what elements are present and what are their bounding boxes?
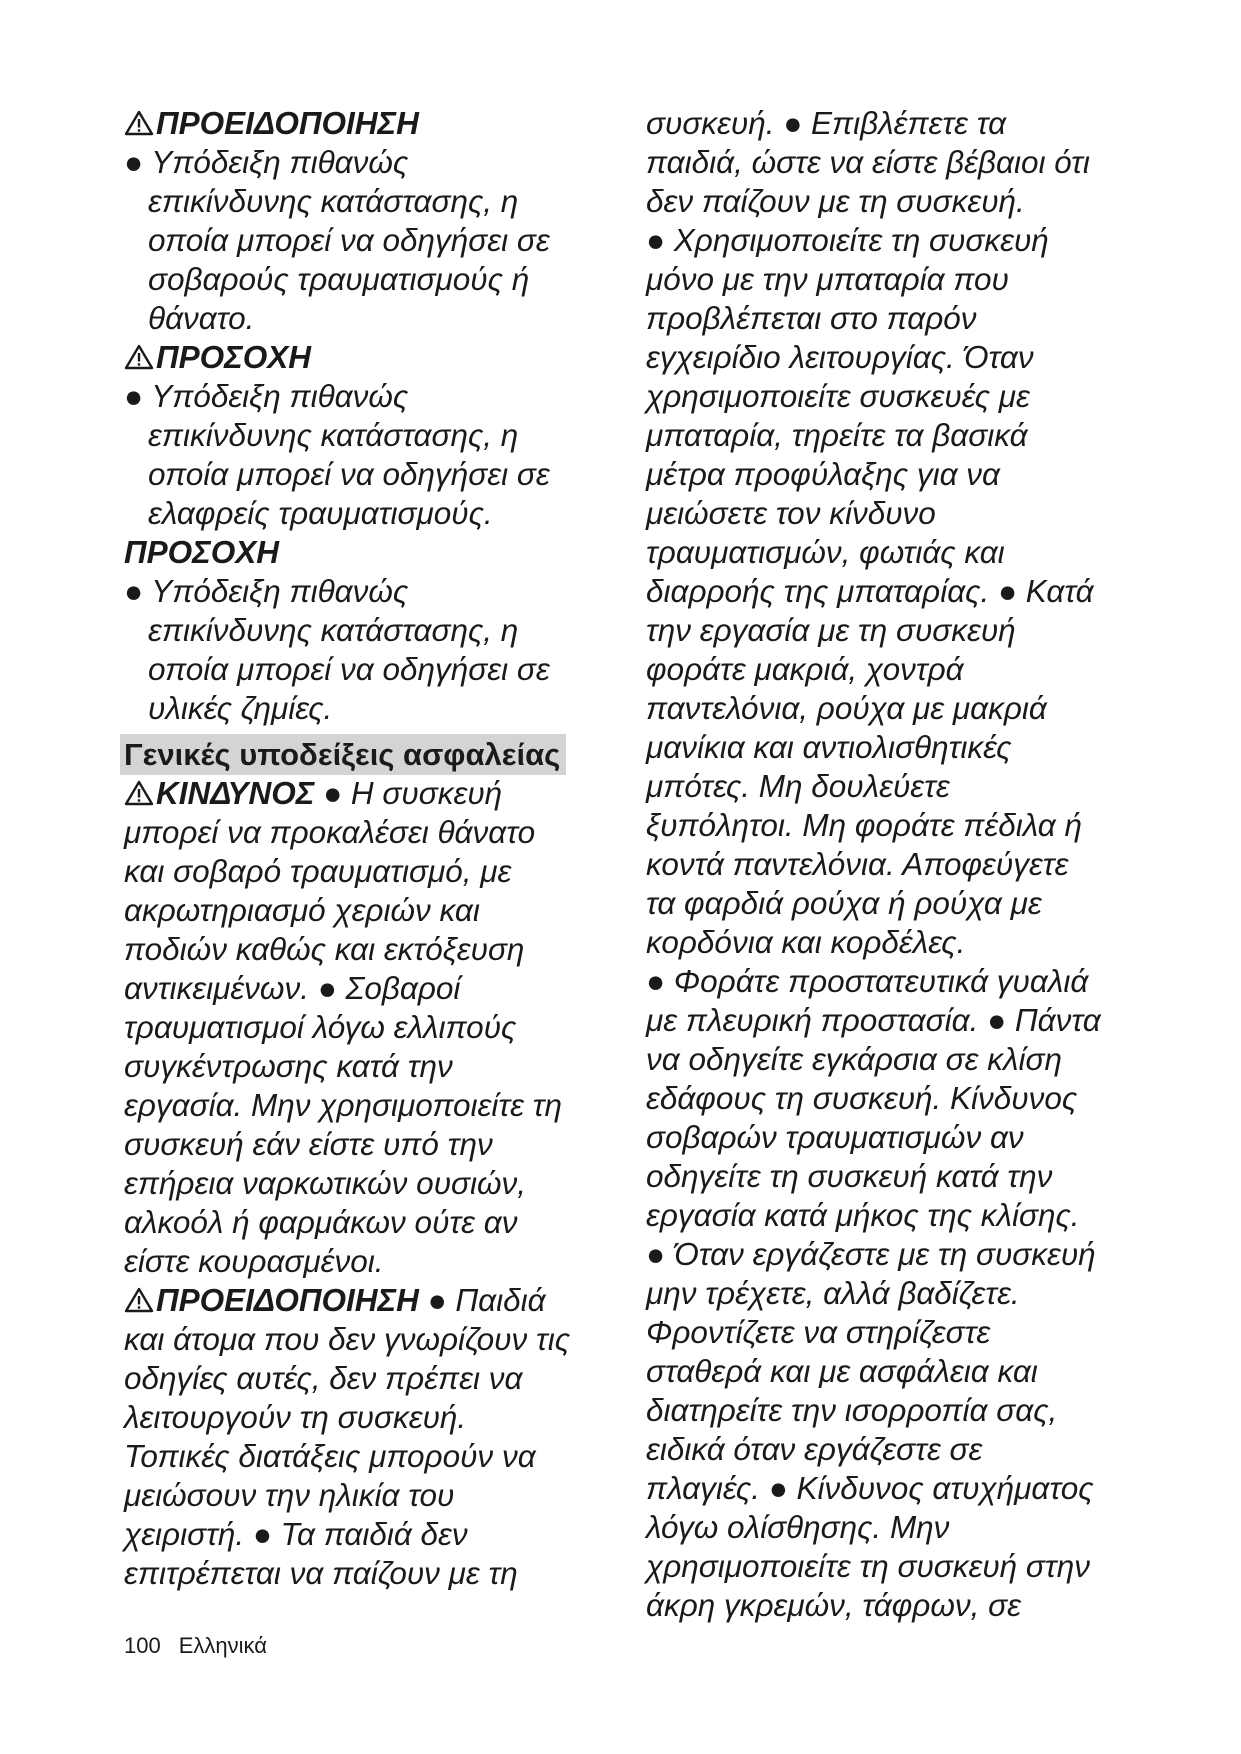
- body2-line: και άτομα που δεν γνωρίζουν τις: [124, 1321, 571, 1357]
- warning-text-4: σοβαρούς τραυματισμούς ή: [148, 261, 530, 297]
- body1-line: συσκευή εάν είστε υπό την: [124, 1126, 493, 1162]
- notice-text-1: ● Υπόδειξη πιθανώς: [124, 573, 409, 609]
- body1-line: και σοβαρό τραυματισμό, με: [124, 853, 512, 889]
- body2-line: μειώσουν την ηλικία του: [124, 1477, 455, 1513]
- right-line: ● Φοράτε προστατευτικά γυαλιά: [646, 963, 1089, 999]
- footer-language: Ελληνικά: [178, 1633, 267, 1658]
- caution-heading: ΠΡΟΣΟΧΗ: [124, 338, 609, 377]
- right-line: κορδόνια και κορδέλες.: [646, 924, 966, 960]
- body1-line: ποδιών καθώς και εκτόξευση: [124, 931, 525, 967]
- body1-line: μπορεί να προκαλέσει θάνατο: [124, 814, 536, 850]
- right-line: προβλέπεται στο παρόν: [646, 300, 977, 336]
- section-heading: Γενικές υποδείξεις ασφαλείας: [120, 734, 566, 775]
- right-line: οδηγείτε τη συσκευή κατά την: [646, 1158, 1053, 1194]
- warning-triangle-icon: [124, 780, 154, 806]
- right-line: ● Χρησιμοποιείτε τη συσκευή: [646, 222, 1049, 258]
- right-line: δεν παίζουν με τη συσκευή.: [646, 183, 1025, 219]
- right-line: μειώσετε τον κίνδυνο: [646, 495, 936, 531]
- caution-text-1: ● Υπόδειξη πιθανώς: [124, 378, 409, 414]
- right-line: συσκευή. ● Επιβλέπετε τα: [646, 105, 1007, 141]
- right-line: κοντά παντελόνια. Αποφεύγετε: [646, 846, 1069, 882]
- page-footer: [124, 1633, 267, 1659]
- right-line: τα φαρδιά ρούχα ή ρούχα με: [646, 885, 1042, 921]
- right-line: παντελόνια, ρούχα με μακριά: [646, 690, 1047, 726]
- right-line: τραυματισμών, φωτιάς και: [646, 534, 1005, 570]
- warning-text-1: ● Υπόδειξη πιθανώς: [124, 144, 409, 180]
- danger-label: ΚΙΝΔΥΝΟΣ: [156, 775, 315, 811]
- notice-text-3: οποία μπορεί να οδηγήσει σε: [148, 651, 550, 687]
- warning-triangle-icon: [124, 1287, 154, 1313]
- warning2-label: ΠΡΟΕΙΔΟΠΟΙΗΣΗ: [156, 1282, 419, 1318]
- body1-line: ακρωτηριασμό χεριών και: [124, 892, 480, 928]
- body2-line: χειριστή. ● Τα παιδιά δεν: [124, 1516, 468, 1552]
- body1-line: επήρεια ναρκωτικών ουσιών,: [124, 1165, 527, 1201]
- caution-text-4: ελαφρείς τραυματισμούς.: [148, 495, 493, 531]
- right-line: εδάφους τη συσκευή. Κίνδυνος: [646, 1080, 1078, 1116]
- right-line: διαρροής της μπαταρίας. ● Κατά: [646, 573, 1094, 609]
- right-line: εγχειρίδιο λειτουργίας. Όταν: [646, 339, 1034, 375]
- right-line: μόνο με την μπαταρία που: [646, 261, 1009, 297]
- body1-line: εργασία. Μην χρησιμοποιείτε τη: [124, 1087, 563, 1123]
- body2-line: οδηγίες αυτές, δεν πρέπει να: [124, 1360, 523, 1396]
- right-line: την εργασία με τη συσκευή: [646, 612, 1016, 648]
- right-line: Φροντίζετε να στηρίζεστε: [646, 1314, 991, 1350]
- body2-line: Τοπικές διατάξεις μπορούν να: [124, 1438, 536, 1474]
- danger-first-text: ● Η συσκευή: [314, 775, 503, 811]
- right-line: με πλευρική προστασία. ● Πάντα: [646, 1002, 1101, 1038]
- right-line: χρησιμοποιείτε τη συσκευή στην: [646, 1548, 1090, 1584]
- right-line: παιδιά, ώστε να είστε βέβαιοι ότι: [646, 144, 1090, 180]
- right-line: χρησιμοποιείτε συσκευές με: [646, 378, 1030, 414]
- right-line: λόγω ολίσθησης. Μην: [646, 1509, 950, 1545]
- notice-text-2: επικίνδυνης κατάστασης, η: [148, 612, 519, 648]
- warning-triangle-icon: [124, 110, 154, 136]
- right-line: μην τρέχετε, αλλά βαδίζετε.: [646, 1275, 1020, 1311]
- right-line: ● Όταν εργάζεστε με τη συσκευή: [646, 1236, 1096, 1272]
- right-line: μπότες. Μη δουλεύετε: [646, 768, 950, 804]
- body1-line: αλκοόλ ή φαρμάκων ούτε αν: [124, 1204, 518, 1240]
- danger-line: [124, 774, 609, 813]
- right-line: ειδικά όταν εργάζεστε σε: [646, 1431, 983, 1467]
- right-line: άκρη γκρεμών, τάφρων, σε: [646, 1587, 1021, 1623]
- right-line: σταθερά και με ασφάλεια και: [646, 1353, 1038, 1389]
- page-number: 100: [124, 1633, 161, 1658]
- right-line: μπαταρία, τηρείτε τα βασικά: [646, 417, 1028, 453]
- right-line: διατηρείτε την ισορροπία σας,: [646, 1392, 1058, 1428]
- warning-heading: ΠΡΟΕΙΔΟΠΟΙΗΣΗ: [124, 104, 609, 143]
- right-line: πλαγιές. ● Κίνδυνος ατυχήματος: [646, 1470, 1094, 1506]
- warning2-first-text: ● Παιδιά: [418, 1282, 546, 1318]
- body1-line: τραυματισμοί λόγω ελλιπούς: [124, 1009, 517, 1045]
- warning-text-2: επικίνδυνης κατάστασης, η: [148, 183, 519, 219]
- body1-line: είστε κουρασμένοι.: [124, 1243, 384, 1279]
- right-column: [646, 104, 1126, 1625]
- right-line: εργασία κατά μήκος της κλίσης.: [646, 1197, 1080, 1233]
- notice-text-4: υλικές ζημίες.: [148, 690, 333, 726]
- right-line: φοράτε μακριά, χοντρά: [646, 651, 964, 687]
- right-line: ξυπόλητοι. Μη φοράτε πέδιλα ή: [646, 807, 1083, 843]
- right-line: να οδηγείτε εγκάρσια σε κλίση: [646, 1041, 1062, 1077]
- caution-text-2: επικίνδυνης κατάστασης, η: [148, 417, 519, 453]
- body2-line: λειτουργούν τη συσκευή.: [124, 1399, 467, 1435]
- body2-line: επιτρέπεται να παίζουν με τη: [124, 1555, 518, 1591]
- left-column: [124, 104, 609, 1593]
- warning-triangle-icon: [124, 344, 154, 370]
- body1-line: συγκέντρωσης κατά την: [124, 1048, 453, 1084]
- caution-text-3: οποία μπορεί να οδηγήσει σε: [148, 456, 550, 492]
- warning-text-5: θάνατο.: [148, 300, 255, 336]
- warning2-line: [124, 1281, 609, 1320]
- right-line: μανίκια και αντιολισθητικές: [646, 729, 1012, 765]
- right-line: σοβαρών τραυματισμών αν: [646, 1119, 1024, 1155]
- right-line: μέτρα προφύλαξης για να: [646, 456, 1001, 492]
- warning-text-3: οποία μπορεί να οδηγήσει σε: [148, 222, 550, 258]
- notice-heading: ΠΡΟΣΟΧΗ: [124, 534, 279, 570]
- body1-line: αντικειμένων. ● Σοβαροί: [124, 970, 461, 1006]
